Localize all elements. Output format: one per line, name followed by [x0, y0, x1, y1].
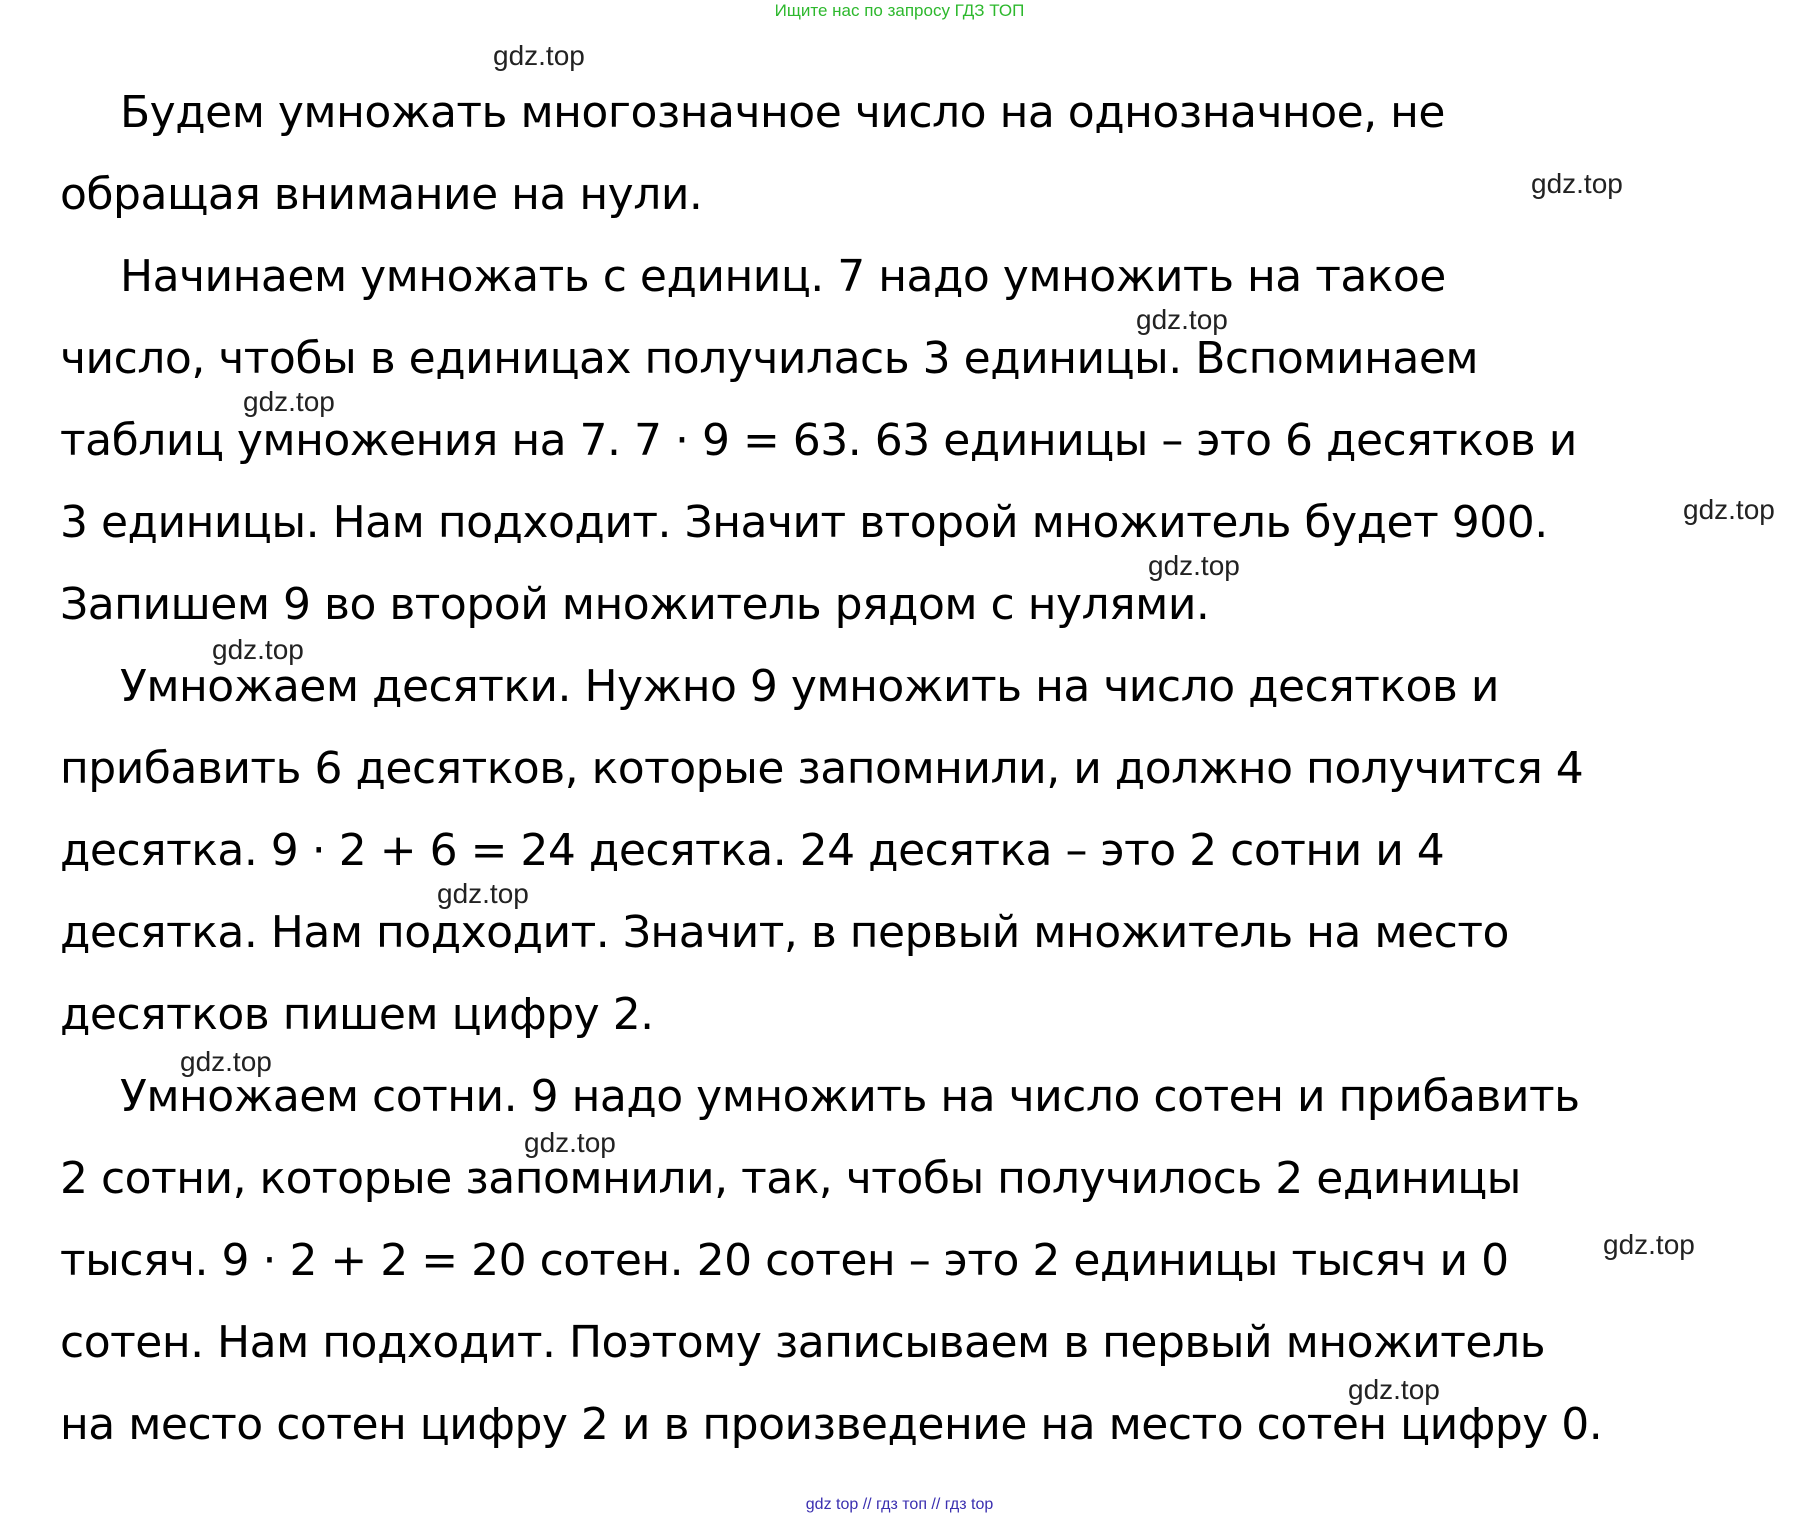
text-line: сотен. Нам подходит. Поэтому записываем в первый множитель — [60, 1317, 1546, 1368]
text-line: Умножаем сотни. 9 надо умножить на число сотен и прибавить — [120, 1071, 1580, 1122]
text-line: Умножаем десятки. Нужно 9 умножить на число десятков и — [120, 661, 1499, 712]
text-line: 2 сотни, которые запомнили, так, чтобы получилось 2 единицы — [60, 1153, 1521, 1204]
watermark: gdz.top — [243, 386, 335, 417]
top-banner: Ищите нас по запросу ГДЗ ТОП — [774, 1, 1025, 20]
watermark: gdz.top — [1148, 550, 1240, 581]
text-line: десятка. 9 · 2 + 6 = 24 десятка. 24 десятка – это 2 сотни и 4 — [60, 825, 1445, 876]
watermark: gdz.top — [1683, 494, 1775, 525]
watermark: gdz.top — [212, 634, 304, 665]
text-line: прибавить 6 десятков, которые запомнили, и должно получится 4 — [60, 743, 1584, 794]
watermark: gdz.top — [524, 1127, 616, 1158]
text-line: Будем умножать многозначное число на однозначное, не — [120, 87, 1446, 138]
text-line: таблиц умножения на 7. 7 · 9 = 63. 63 единицы – это 6 десятков и — [60, 415, 1577, 466]
paragraph-1 — [60, 72, 1760, 236]
text-line: десятков пишем цифру 2. — [60, 989, 654, 1040]
watermark: gdz.top — [1531, 168, 1623, 199]
text-line: Начинаем умножать с единиц. 7 надо умножить на такое — [120, 251, 1446, 302]
text-line: тысяч. 9 · 2 + 2 = 20 сотен. 20 сотен – это 2 единицы тысяч и 0 — [60, 1235, 1509, 1286]
paragraph-3 — [60, 646, 1760, 1056]
watermark: gdz.top — [437, 878, 529, 909]
text-line: на место сотен цифру 2 и в произведение на место сотен цифру 0. — [60, 1399, 1603, 1450]
text-line: обращая внимание на нули. — [60, 169, 703, 220]
text-line: десятка. Нам подходит. Значит, в первый множитель на место — [60, 907, 1509, 958]
watermark: gdz.top — [180, 1046, 272, 1077]
footer-watermark: gdz top // гдз топ // гдз top — [805, 1496, 994, 1513]
text-line: число, чтобы в единицах получилась 3 единицы. Вспоминаем — [60, 333, 1479, 384]
watermark: gdz.top — [1603, 1229, 1695, 1260]
watermark: gdz.top — [1136, 304, 1228, 335]
solution-text — [60, 72, 1760, 1466]
watermark: gdz.top — [493, 40, 585, 71]
watermark: gdz.top — [1348, 1374, 1440, 1405]
text-line: 3 единицы. Нам подходит. Значит второй множитель будет 900. — [60, 497, 1548, 548]
text-line: Запишем 9 во второй множитель рядом с нулями. — [60, 579, 1210, 630]
paragraph-2 — [60, 236, 1760, 646]
paragraph-4 — [60, 1056, 1760, 1466]
